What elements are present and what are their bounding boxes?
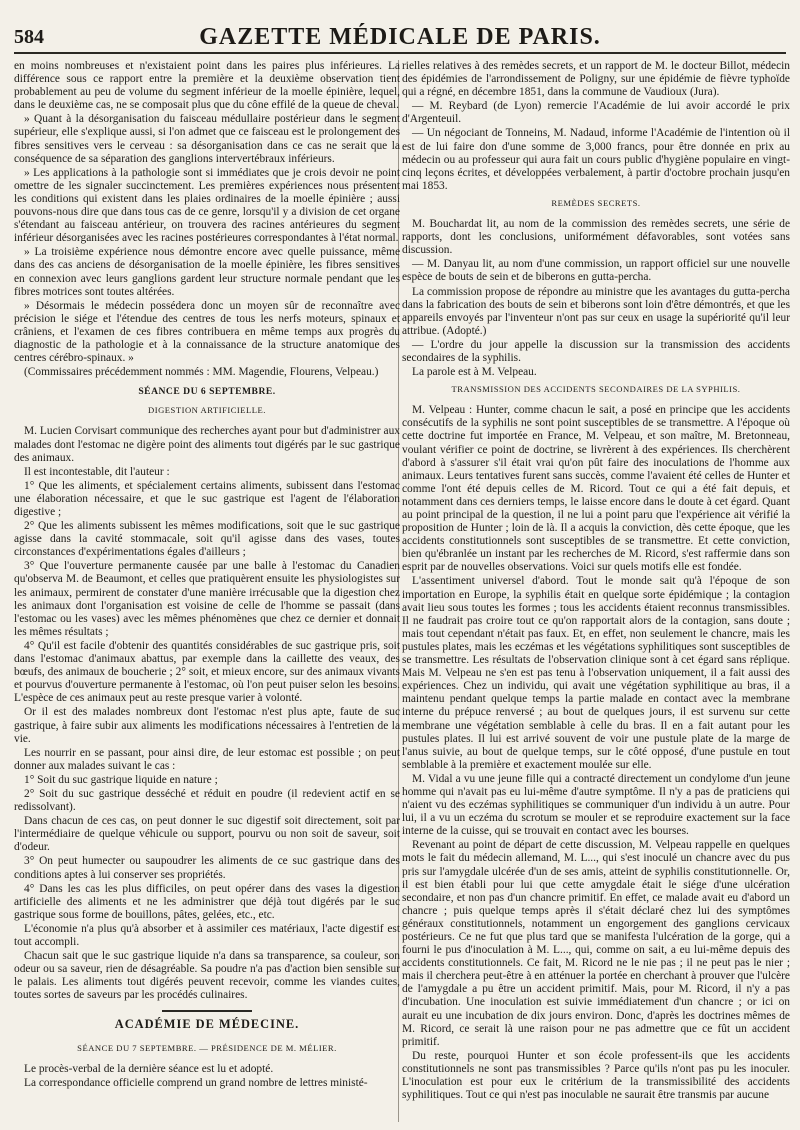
paragraph: L'assentiment universel d'abord. Tout le monde sait qu'à l'époque de son importation en Europe, la syphilis était en quelque sorte épidémique ; la contagion avait lieu sous toutes les formes ; tous les accidents étaient reconnus transmissibles. Il ne faudrait pas croire tout ce qu'on rapportait alors de la contagion, sans doute ; mais tout cependant n'était pas faux. Et, en effet, non seulement le chancre, mais les pustules plates, mais les eczémas et les végétations syphilitiques sont susceptibles de se transmettre. Les résultats de l'observation clinique sont à cet égard sans réplique. Mais M. Velpeau ne s'en est pas tenu à l'observation uniquement, il a fait aussi des expériences. Chez un individu, qui avait une végétation syphilitique au bras, il a maintenu pendant quelque temps la partie malade en contact avec la membrane interne du prépuce renversé ; au bout de quelques jours, il est survenu sur cette membrane une végétation semblable à celle du bras. Il en a fait autant pour les pustules plates. Il lui est arrivé souvent de voir une pustule plate de la marge de l'anus suivie, au bout de quelque temps, sur le côté opposé, d'une pustule en tout semblable à la première et exactement moulée sur elle.	[402, 575, 790, 771]
section-heading-digestion: DIGESTION ARTIFICIELLE.	[148, 405, 266, 416]
paragraph: » La troisième expérience nous démontre encore avec quelle puissance, même dans des cas anciens de désorganisation de la moelle épinière, les fibres sensitives en connexion avec leurs ganglions gardent leur structure normale pendant que les fibres motrices sont toutes altérées.	[14, 246, 400, 298]
journal-title: GAZETTE MÉDICALE DE PARIS.	[199, 24, 601, 50]
section-rule	[162, 1010, 252, 1012]
paragraph: Revenant au point de départ de cette discussion, M. Velpeau rappelle en quelques mots le fait du médecin allemand, M. L..., qui s'est inoculé un chancre avec du pus pris sur l'amygdale ulcérée d'un de ses amis, atteint de syphilis constitutionnelle. Or, il est bien établi pour lui que cette amygdale était le siége d'une ulcération secondaire, et non pas d'un chancre primitif. En effet, ce malade avait eu d'abord un chancre ; puis quelque temps après il s'était déclaré chez lui des symptômes généraux constitutionnels, notamment un engorgement des ganglions cervicaux postérieurs. Ce ne fut que plus tard que se manifesta l'ulcération de la gorge, qui a fourni le pus d'inoculation à M. L..., qui, comme on sait, a eu lui-même depuis des accidents constitutionnels. Ce fait, M. Ricord ne le nie pas ; il ne peut pas le nier ; mais il cherchera peut-être à en atténuer la portée en cherchant à prouver que l'ulcère de l'amygdale a pu être un accident primitif. Mais, pour M. Ricord, il n'y a pas d'incubation. Une inoculation est suivie immédiatement d'un chancre ; or ici on aurait eu une incubation de dix jours environ. Donc, d'après les doctrines mêmes de M. Ricord, ce serait là une raison pour ne pas admettre que ce fût un accident primitif.	[402, 839, 790, 1048]
left-column	[14, 60, 400, 1091]
paragraph: Les nourrir en se passant, pour ainsi dire, de leur estomac est possible ; on peut donner aux malades suivant le cas :	[14, 746, 400, 772]
paragraph: Dans chacun de ces cas, on peut donner le suc digestif soit directement, soit par l'intermédiaire de quelque véhicule ou support, pourvu ou non soit de saveur, soit d'odeur.	[14, 815, 400, 854]
paragraph: La commission propose de répondre au ministre que les avantages du gutta-percha dans la fabrication des bouts de sein et biberons sont loin d'être démontrés, et que les appareils envoyés par l'inventeur n'ont pas sur ceux en usage la supériorité qu'il leur attribue. (Adopté.)	[402, 285, 790, 337]
paragraph: M. Vidal a vu une jeune fille qui a contracté directement un condylome d'un jeune homme qui n'avait pas eu lui-même d'autre symptôme. Il n'y a pas de praticiens qui n'aient vu des eczémas syphilitiques se communiquer d'un individu à un autre. Pour lui, il a vu un eczéma du scrotum se mouler et se reproduire exactement sur la face interne de la cuisse, qui se trouvait en contact avec les bourses.	[402, 772, 790, 838]
paragraph: » Quant à la désorganisation du faisceau médullaire postérieur dans le segment supérieur, elle s'explique aussi, si l'on admet que ce faisceau est le prolongement des fibres sensitives vers le cerveau : sa désorganisation dans ce cas ne serait que la conséquence de sa séparation des ganglions intervertébraux inférieurs.	[14, 113, 400, 165]
paragraph: rielles relatives à des remèdes secrets, et un rapport de M. le docteur Billot, médecin des épidémies de l'arrondissement de Poligny, sur une épidémie de fièvre typhoïde qui a régné, en décembre 1851, dans la commune de Vaudioux (Jura).	[402, 60, 790, 99]
paragraph: Du reste, pourquoi Hunter et son école professent-ils que les accidents constitutionnels ne sont pas transmissibles ? Parce qu'ils n'ont pas pu les inoculer. L'inoculation est pour eux le critérium de la transmissibilité des accidents syphilitiques. Tout ce qui n'est pas inoculable ne saurait être transmis par aucune	[402, 1049, 790, 1102]
right-column	[402, 60, 790, 1103]
paragraph: » Les applications à la pathologie sont si immédiates que je crois devoir ne point omettre de les signaler succinctement. Les premières expériences nous présentent les conditions qui existent dans les plaies ordinaires de la moelle épinière ; aussi pouvons-nous dire que dans tous cas de ce genre, lorsqu'il y a division de cet organe s'étendant au faisceau antérieur, on trouvera des racines antérieures du segment inférieur désorganisées avec les racines postérieures correspondantes à l'état normal.	[14, 166, 400, 245]
paragraph: Or il est des malades nombreux dont l'estomac n'est plus apte, faute de suc gastrique, à faire subir aux aliments les modifications nécessaires à l'entretien de la vie.	[14, 706, 400, 745]
paragraph: M. Velpeau : Hunter, comme chacun le sait, a posé en principe que les accidents consécutifs de la syphilis ne sont point susceptibles de se transmettre. A l'époque où cette doctrine fut importée en France, M. Velpeau, et son maître, M. Bretonneau, voulant vérifier ce point de doctrine, se livrèrent à des expériences. Ils cherchèrent d'abord à s'assurer s'il était vrai qu'on pût faire des inoculations de l'homme aux animaux. Leurs tentatives furent sans succès, comme l'avaient été celles de Hunter et comme l'ont été depuis celles de M. Ricord. Tout ce qui a été fait depuis, et notamment dans ces derniers temps, le laisse encore dans le doute à cet égard. Quant au point principal de la question, il ne lui a point paru que l'expérience ait vérifié la proposition de Hunter ; loin de là. Il a acquis la conviction, dès cette époque, que les accidents constitutionnels sont susceptibles de se transmettre. Et cette conviction, bien qu'ébranlée un instant par les recherches de M. Ricord, s'est raffermie dans son esprit par de nouvelles observations. Voici sur quels motifs elle est fondée.	[402, 404, 790, 574]
paragraph: 4° Dans les cas les plus difficiles, on peut opérer dans des vases la digestion artificielle des aliments et ne les administrer que déjà tout digérés par le suc gastrique sous forme de bouillons, pâtes, gelées, etc., etc.	[14, 882, 400, 921]
paragraph: Le procès-verbal de la dernière séance est lu et adopté.	[24, 1062, 274, 1075]
paragraph: 2° Soit du suc gastrique desséché et réduit en poudre (il redevient actif en se redissolvant).	[14, 787, 400, 814]
paragraph: La parole est à M. Velpeau.	[412, 366, 537, 379]
paragraph: 4° Qu'il est facile d'obtenir des quantités considérables de suc gastrique pris, soit dans l'estomac d'animaux abattus, par exemple dans la caillette des veaux, des bœufs, des animaux de boucherie ; 2° soit, et mieux encore, sur des animaux vivants et pourvus d'ouverture permanente à l'estomac, où l'on peut puiser selon les besoins. L'espèce de ces animaux peut au reste presque varier à volonté.	[14, 639, 400, 705]
paragraph: M. Bouchardat lit, au nom de la commission des remèdes secrets, une série de rapports, dont les conclusions, uniformément défavorables, sont votées sans discussion.	[402, 218, 790, 257]
section-heading-remedes: REMÈDES SECRETS.	[551, 197, 641, 208]
paragraph: 3° Que l'ouverture permanente causée par une balle à l'estomac du Canadien qu'observa M. de Beaumont, et celles que pratiquèrent ensuite les physiologistes sur les animaux, permirent de constater d'une manière irrécusable que la digestion chez les animaux dont l'organisation est voisine de celle de l'homme se passait (dans l'estomac ou les vases) avec les mêmes phénomènes que chez ce dernier et donnait les mêmes résultats ;	[14, 560, 400, 638]
paragraph: — L'ordre du jour appelle la discussion sur la transmission des accidents secondaires de la syphilis.	[402, 338, 790, 364]
paragraph: — M. Danyau lit, au nom d'une commission, un rapport officiel sur une nouvelle espèce de bouts de sein et de biberons en gutta-percha.	[402, 258, 790, 284]
paragraph: 3° On peut humecter ou saupoudrer les aliments de ce suc gastrique dans des conditions aptes à lui conserver ses propriétés.	[14, 855, 400, 881]
paragraph: Il est incontestable, dit l'auteur :	[24, 465, 170, 478]
paragraph: Chacun sait que le suc gastrique liquide n'a dans sa transparence, sa couleur, son odeur ou sa saveur, rien de désagréable. Sa poudre n'a pas d'action bien sensible sur le palais. Les aliments tout digérés peuvent recevoir, comme les viandes cuites, toutes sortes de saveurs par les procédés culinaires.	[14, 950, 400, 1002]
page-header	[14, 22, 786, 54]
paragraph: (Commissaires précédemment nommés : MM. Magendie, Flourens, Velpeau.)	[24, 366, 379, 379]
paragraph: 1° Soit du suc gastrique liquide en nature ;	[24, 773, 218, 786]
seance-7-heading: SÉANCE DU 7 SEPTEMBRE. — PRÉSIDENCE DE M. MÉLIER.	[77, 1042, 337, 1053]
paragraph: en moins nombreuses et n'existaient point dans les paires plus inférieures. La différence sous ce rapport entre la première et la deuxième observation tient probablement au peu de volume du segment inférieur de la moelle épinière, lequel, dans le deuxième cas, ne se composait plus que du cône effilé de la queue de cheval.	[14, 60, 400, 112]
paragraph: 2° Que les aliments subissent les mêmes modifications, soit que le suc gastrique agisse dans la cavité stommacale, soit qu'il agisse dans des vases, toutes circonstances d'expérimentations égales d'ailleurs ;	[14, 520, 400, 559]
academie-heading: ACADÉMIE DE MÉDECINE.	[114, 1017, 300, 1032]
paragraph: M. Lucien Corvisart communique des recherches ayant pour but d'administrer aux malades dont l'estomac ne digère point des aliments tout digérés par le suc gastrique des animaux.	[14, 425, 400, 464]
paragraph: » Désormais le médecin possédera donc un moyen sûr de reconnaître avec précision le siége et l'étendue des centres de tous les nerfs moteurs, spinaux et crâniens, et l'examen de ces fibres contribuera en même temps aux progrès du diagnostic de la pathologie et à la connaissance de la structure anatomique des centres cérébro-spinaux. »	[14, 299, 400, 365]
paragraph: — Un négociant de Tonneins, M. Nadaud, informe l'Académie de l'intention où il est de lui faire don d'une somme de 3,000 francs, pour être donnée en prix au médecin ou au professeur qui aura fait un cours public d'hygiène populaire en vingt-cinq leçons écrites, et développées verbalement, à partir d'octobre prochain jusqu'en mai 1853.	[402, 127, 790, 192]
page-number: 584	[14, 26, 44, 48]
section-heading-transmission: TRANSMISSION DES ACCIDENTS SECONDAIRES DE LA SYPHILIS.	[451, 384, 741, 395]
section-heading-seance: SÉANCE DU 6 SEPTEMBRE.	[138, 386, 276, 398]
paragraph: 1° Que les aliments, et spécialement certains aliments, subissent dans l'estomac une élaboration nécessaire, et que le suc gastrique est l'agent de l'élaboration digestive ;	[14, 479, 400, 518]
paragraph: — M. Reybard (de Lyon) remercie l'Académie de lui avoir accordé le prix d'Argenteuil.	[402, 100, 790, 126]
paragraph: L'économie n'a plus qu'à absorber et à assimiler ces matériaux, l'acte digestif est tout accompli.	[14, 922, 400, 948]
paragraph: La correspondance officielle comprend un grand nombre de lettres ministé-	[24, 1076, 368, 1089]
